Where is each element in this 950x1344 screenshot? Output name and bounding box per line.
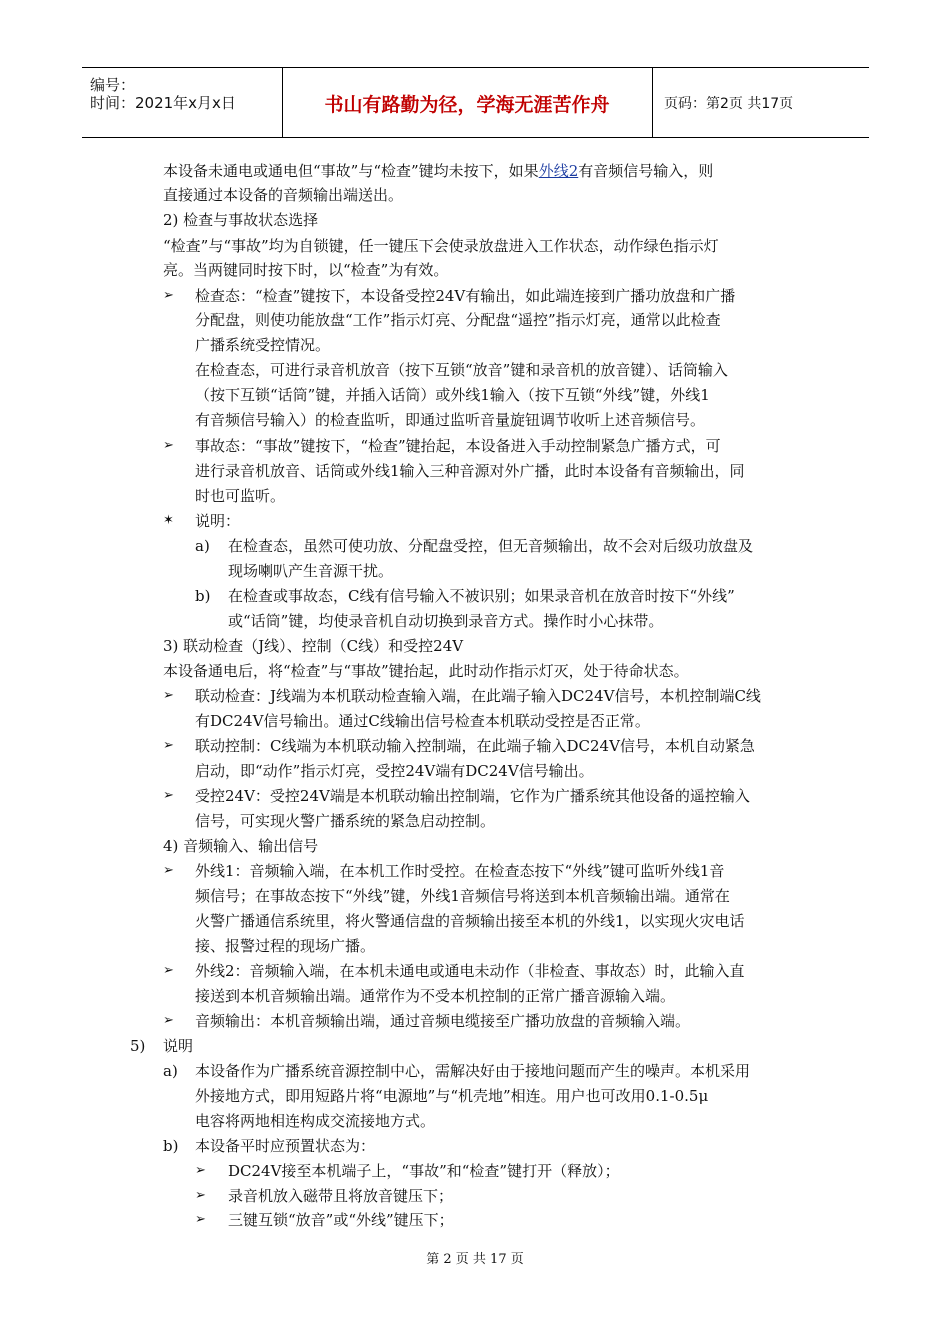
number-label: 编号：: [90, 76, 136, 94]
bullet-text: 频信号；在事故态按下“外线”键，外线1音频信号将送到本机音频输出端。通常在: [195, 887, 730, 905]
list-marker: a): [195, 537, 210, 555]
page-header: [82, 67, 869, 138]
note-text: 现场喇叭产生音源干扰。: [228, 562, 394, 580]
arrow-bullet-icon: ➢: [163, 963, 174, 978]
paragraph-line: “检查”与“事故”均为自锁键，任一键压下会使录放盘进入工作状态，动作绿色指示灯: [163, 237, 719, 255]
arrow-bullet-icon: ➢: [195, 1163, 206, 1178]
arrow-bullet-icon: ➢: [163, 288, 174, 303]
bullet-text: 有音频信号输入）的检查监听，即通过监听音量旋钮调节收听上述音频信号。: [195, 411, 706, 429]
paragraph-line: 本设备通电后，将“检查”与“事故”键抬起，此时动作指示灯灭，处于待命状态。: [163, 662, 689, 680]
arrow-bullet-icon: ➢: [163, 863, 174, 878]
bullet-text: 外线1：音频输入端，在本机工作时受控。在检查态按下“外线”键可监听外线1音: [195, 862, 725, 880]
bullet-text: 时也可监听。: [195, 487, 286, 505]
bullet-text: 广播系统受控情况。: [195, 336, 331, 354]
arrow-bullet-icon: ➢: [163, 688, 174, 703]
bullet-text: 分配盘，则使功能放盘“工作”指示灯亮、分配盘“遥控”指示灯亮，通常以此检查: [195, 311, 721, 329]
date-label: 时间：2021年x月x日: [90, 94, 236, 112]
bullet-text: 联动检查：J线端为本机联动检查输入端，在此端子输入DC24V信号，本机控制端C线: [195, 687, 761, 705]
bullet-text: 在检查态，可进行录音机放音（按下互锁“放音”键和录音机的放音键）、话筒输入: [195, 361, 728, 379]
arrow-bullet-icon: ➢: [163, 788, 174, 803]
bullet-text: 检查态：“检查”键按下，本设备受控24V有输出，如此端连接到广播功放盘和广播: [195, 287, 736, 305]
bullet-text: 事故态：“事故”键按下，“检查”键抬起，本设备进入手动控制紧急广播方式，可: [195, 437, 721, 455]
paragraph-line: 直接通过本设备的音频输出端送出。: [163, 186, 404, 204]
bullet-text: 进行录音机放音、话筒或外线1输入三种音源对外广播，此时本设备有音频输出，同: [195, 462, 745, 480]
bullet-text: 录音机放入磁带且将放音键压下；: [228, 1187, 454, 1205]
section-heading: 说明: [163, 1037, 194, 1055]
bullet-text: 三键互锁“放音”或“外线”键压下；: [228, 1211, 454, 1229]
paragraph-line: 本设备未通电或通电但“事故”与“检查”键均未按下，如果外线2有音频信号输入，则: [163, 162, 714, 180]
bullet-text: 火警广播通信系统里，将火警通信盘的音频输出接至本机的外线1，以实现火灾电话: [195, 912, 745, 930]
list-marker: b): [163, 1137, 179, 1155]
paragraph-line: 亮。当两键同时按下时，以“检查”为有效。: [163, 261, 449, 279]
link-external-line-2[interactable]: 外线2: [538, 162, 579, 180]
note-text: 在检查或事故态，C线有信号输入不被识别；如果录音机在放音时按下“外线”: [228, 587, 735, 605]
list-marker: 5): [130, 1037, 146, 1055]
section-heading: 3) 联动检查（J线）、控制（C线）和受控24V: [163, 637, 464, 655]
paragraph-line: 外接地方式，即用短路片将“电源地”与“机壳地”相连。用户也可改用0.1-0.5μ: [195, 1087, 709, 1105]
note-text: 在检查态，虽然可使功放、分配盘受控，但无音频输出，故不会对后级功放盘及: [228, 537, 754, 555]
arrow-bullet-icon: ➢: [163, 438, 174, 453]
bullet-text: 有DC24V信号输出。通过C线输出信号检查本机联动受控是否正常。: [195, 712, 650, 730]
paragraph-line: 本设备作为广播系统音源控制中心，需解决好由于接地问题而产生的噪声。本机采用: [195, 1062, 751, 1080]
bullet-text: 启动，即“动作”指示灯亮，受控24V端有DC24V信号输出。: [195, 762, 594, 780]
bullet-text: 接、报警过程的现场广播。: [195, 937, 376, 955]
arrow-bullet-icon: ➢: [163, 1013, 174, 1028]
arrow-bullet-icon: ➢: [163, 738, 174, 753]
list-marker: a): [163, 1062, 178, 1080]
paragraph-line: 本设备平时应预置状态为：: [195, 1137, 376, 1155]
star-bullet-icon: ✶: [163, 513, 174, 528]
page-info: 页码：第2页 共17页: [664, 96, 794, 112]
bullet-text: DC24V接至本机端子上，“事故”和“检查”键打开（释放）；: [228, 1162, 620, 1180]
arrow-bullet-icon: ➢: [195, 1212, 206, 1227]
paragraph-line: 电容将两地相连构成交流接地方式。: [195, 1112, 436, 1130]
arrow-bullet-icon: ➢: [195, 1188, 206, 1203]
bullet-text: （按下互锁“话筒”键，并插入话筒）或外线1输入（按下互锁“外线”键，外线1: [195, 386, 710, 404]
bullet-text: 联动控制：C线端为本机联动输入控制端，在此端子输入DC24V信号，本机自动紧急: [195, 737, 755, 755]
page-footer: 第 2 页 共 17 页: [426, 1252, 524, 1267]
bullet-text: 外线2：音频输入端，在本机未通电或通电未动作（非检查、事故态）时，此输入直: [195, 962, 745, 980]
list-marker: b): [195, 587, 211, 605]
bullet-text: 接送到本机音频输出端。通常作为不受本机控制的正常广播音源输入端。: [195, 987, 676, 1005]
note-title: 说明：: [195, 512, 241, 530]
bullet-text: 音频输出：本机音频输出端，通过音频电缆接至广播功放盘的音频输入端。: [195, 1012, 691, 1030]
note-text: 或“话筒”键，均使录音机自动切换到录音方式。操作时小心抹带。: [228, 612, 664, 630]
bullet-text: 受控24V：受控24V端是本机联动输出控制端，它作为广播系统其他设备的遥控输入: [195, 787, 750, 805]
bullet-text: 信号，可实现火警广播系统的紧急启动控制。: [195, 812, 496, 830]
section-heading: 4) 音频输入、输出信号: [163, 837, 319, 855]
header-motto: 书山有路勤为径，学海无涯苦作舟: [324, 94, 610, 116]
section-heading: 2) 检查与事故状态选择: [163, 211, 319, 229]
